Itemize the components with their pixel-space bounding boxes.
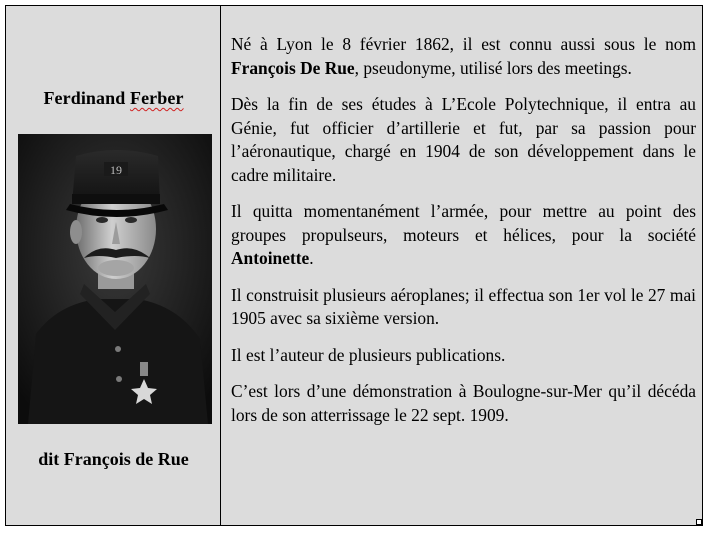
biography-text: [231, 33, 696, 440]
bio-table: [5, 5, 703, 526]
bio-paragraph-career: Dès la fin de ses études à L’Ecole Polytechnique, il entra au Génie, fut officier d’artillerie et fut, par sa passion pour l’aéronautique, chargé en 1904 de son développement dans le cadre militaire.: [231, 94, 696, 185]
bio-paragraph-publications: Il est l’auteur de plusieurs publications.: [231, 344, 506, 365]
alias-caption: dit François de Rue: [38, 449, 189, 469]
table-resize-handle[interactable]: [696, 519, 702, 525]
bio-paragraph-death: C’est lors d’une démonstration à Boulogne-sur-Mer qu’il décéda lors de son atterrissage le 22 sept. 1909.: [231, 381, 696, 425]
pseudonym: François De Rue: [231, 57, 355, 78]
last-name: Ferber: [129, 88, 184, 108]
first-name: Ferdinand: [43, 88, 126, 108]
portrait-photo: [18, 134, 212, 424]
kepi-number: 19: [110, 163, 122, 177]
company-name: Antoinette: [231, 248, 310, 268]
person-name: [6, 88, 221, 109]
bio-paragraph-antoinette: Il quitta momentanément l’armée, pour mettre au point des groupes propulseurs, moteurs et hélices, pour la société Antoinette.: [231, 201, 696, 268]
left-cell: [6, 6, 221, 525]
bio-paragraph-birth: Né à Lyon le 8 février 1862, il est connu aussi sous le nom François De Rue, pseudonyme, utilisé lors des meetings.: [231, 34, 696, 78]
bio-paragraph-flight: Il construisit plusieurs aéroplanes; il effectua son 1er vol le 27 mai 1905 avec sa sixième version.: [231, 284, 696, 328]
